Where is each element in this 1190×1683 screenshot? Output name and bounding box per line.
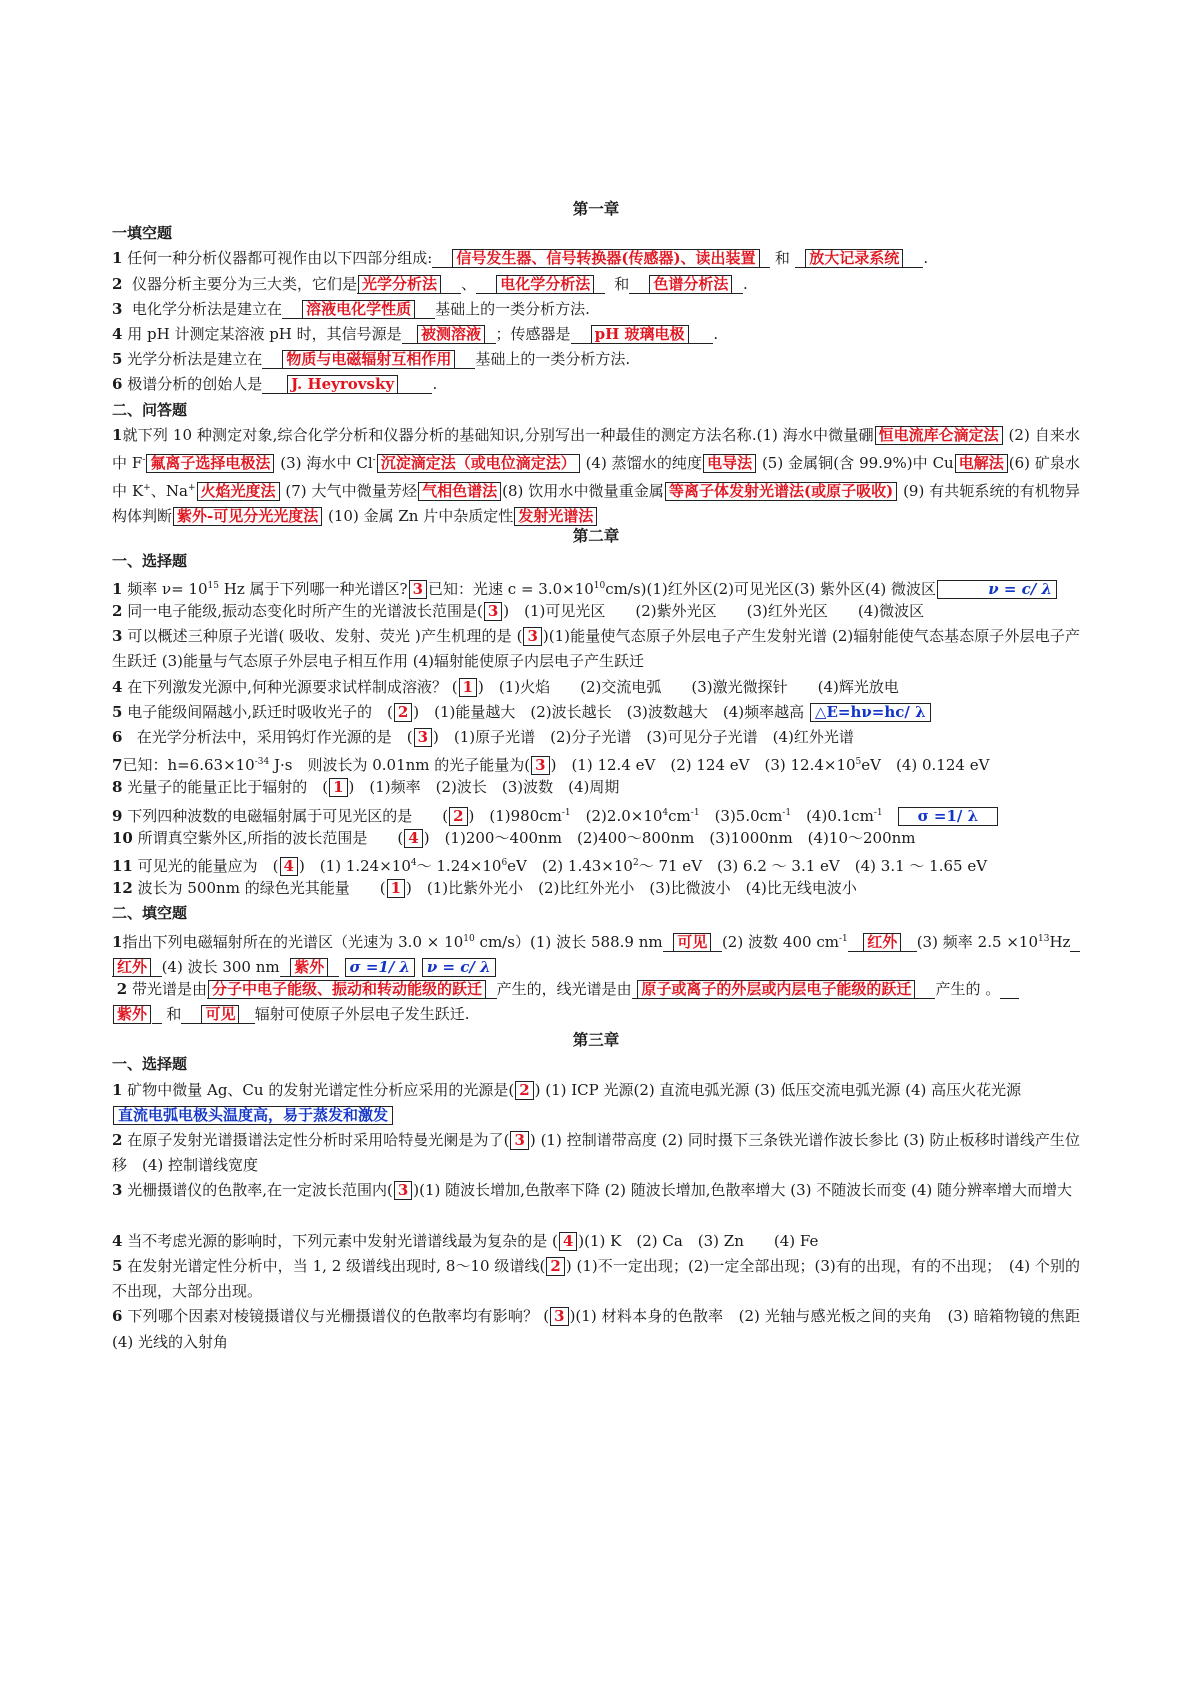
- question: 2 带光谱是由 分子中电子能级、振动和转动能级的跃迁 产生的，线光谱是由 原子或离子的外层或内层电子能级的跃迁 产生的 。 紫外 和 可见 辐射可使原子外层电子发生跃迁.: [112, 977, 1080, 1027]
- answer-box: 紫外-可见分光光度法: [173, 507, 322, 526]
- section-heading: 一填空题: [112, 224, 173, 243]
- answer-box: 分子中电子能级、振动和转动能级的跃迁: [208, 980, 486, 999]
- answer-box: 火焰光度法: [197, 482, 280, 501]
- question: 5 电子能级间隔越小,跃迁时吸收光子的 ( 2 ) (1)能量越大 (2)波长越长 (3)波数越大 (4)频率越高 △E=hν=hc/ λ: [112, 700, 1080, 725]
- answer-box: 3: [510, 1131, 528, 1150]
- chapter-title: 第二章: [572, 526, 620, 546]
- answer-box: 红外: [113, 958, 151, 977]
- answer-box: 等离子体发射光谱法(或原子吸收): [665, 482, 897, 501]
- answer-box: 3: [531, 756, 549, 775]
- question: 3 电化学分析法是建立在 溶液电化学性质 基础上的一类分析方法.: [112, 299, 590, 318]
- answer-box: 3: [523, 627, 541, 646]
- answer-box: 溶液电化学性质: [302, 300, 415, 319]
- answer-box: 4: [559, 1232, 577, 1251]
- answer-box: 4: [280, 857, 298, 876]
- formula-note: ν = c/ λ: [937, 580, 1057, 599]
- answer-box: 色谱分析法: [649, 275, 732, 294]
- answer-box: J. Heyrovsky: [287, 375, 398, 394]
- answer-box: 1: [459, 678, 477, 697]
- answer-box: 2: [515, 1081, 533, 1100]
- answer-box: 紫外: [290, 958, 328, 977]
- question: 8 光量子的能量正比于辐射的 ( 1 ) (1)频率 (2)波长 (3)波数 (4)周期: [112, 778, 620, 797]
- answer-box: 4: [404, 829, 422, 848]
- question: 6 下列哪个因素对棱镜摄谱仪与光栅摄谱仪的色散率均有影响？ ( 3 )(1) 材料本身的色散率 (2) 光轴与感光板之间的夹角 (3) 暗箱物镜的焦距 (4) 光线的入射角: [112, 1307, 1080, 1351]
- answer-box: 恒电流库仑滴定法: [875, 426, 1003, 445]
- answer-box: 2: [546, 1257, 564, 1276]
- formula-note: ν = c/ λ: [422, 958, 496, 977]
- question: 9 下列四种波数的电磁辐射属于可见光区的是 ( 2 ) $(1)980cm^{-1}$ $(2)2.0\times 10^4cm^{-1}$ $(3)5.0cm^{-1}$ $(4)0.1cm^{-1}$ σ =1/ λ: [112, 801, 1080, 826]
- question: 6 在光学分析法中，采用钨灯作光源的是 ( 3 ) (1)原子光谱 (2)分子光谱 (3)可见分子光谱 (4)红外光谱: [112, 728, 854, 746]
- question: 2 同一电子能级,振动态变化时所产生的光谱波长范围是( 3 ) (1)可见光区 (2)紫外光区 (3)红外光区 (4)微波区: [112, 602, 925, 621]
- question: 1 频率 $\nu= 10^{15}$ Hz 属于下列哪一种光谱区? 3 已知：光速 $c = 3.0\times 10^{10}cm/s)(1)$红外区(2)可见光区(3) 紫外区(4) 微波区 ν = c/ λ: [112, 574, 1080, 599]
- question: 1就下列 10 种测定对象,综合化学分析和仪器分析的基础知识,分别写出一种最佳的测定方法名称.(1) 海水中微量硼 恒电流库仑滴定法 (2) 自来水中 F- 氟离子选择电极法 (3) 海水中 Cl- 沉淀滴定法（或电位滴定法） (4) 蒸馏水的纯度 电导法 (5) 金属铜(含 99.9%)中 Cu 电解法 (6) 矿泉水中 K+、Na+ 火焰光度法 (7) 大气中微量芳烃 气相色谱法 (8) 饮用水中微量重金属 等离子体发射光谱法(或原子吸收) (9) 有共轭系统的有机物异构体判断 紫外-可见分光光度法 (10) 金属 Zn 片中杂质定性 发射光谱法: [112, 425, 1080, 526]
- answer-box: 3: [414, 728, 432, 747]
- question: 5 光学分析法是建立在 物质与电磁辐射互相作用 基础上的一类分析方法.: [112, 350, 631, 369]
- question: 2 在原子发射光谱摄谱法定性分析时采用哈特曼光阑是为了( 3 ) (1) 控制谱带高度 (2) 同时摄下三条铁光谱作波长参比 (3) 防止板移时谱线产生位移 (4) 控制谱线宽度: [112, 1131, 1080, 1175]
- answer-box: 2: [449, 807, 467, 826]
- section-heading: 一、选择题: [112, 1055, 188, 1074]
- answer-box: 可见: [201, 1005, 239, 1024]
- exam-page: [112, 196, 1080, 1355]
- answer-box: 3: [550, 1307, 568, 1326]
- question: 4 用 pH 计测定某溶液 pH 时，其信号源是 被测溶液 ；传感器是 pH 玻璃电极 .: [112, 324, 719, 343]
- answer-box: 电化学分析法: [496, 275, 594, 294]
- chapter-title: 第一章: [572, 199, 620, 218]
- question: 3 光栅摄谱仪的色散率,在一定波长范围内( 3 )(1) 随波长增加,色散率下降 (2) 随波长增加,色散率增大 (3) 不随波长而变 (4) 随分辨率增大而增大: [112, 1181, 1073, 1200]
- answer-box: 被测溶液: [417, 325, 485, 344]
- answer-box: 放大记录系统: [805, 249, 903, 268]
- formula-note: σ =1/ λ: [345, 958, 416, 977]
- answer-box: 红外: [863, 933, 901, 952]
- answer-box: 电导法: [703, 454, 756, 473]
- answer-box: 光学分析法: [358, 275, 441, 294]
- question: 1 矿物中微量 Ag、Cu 的发射光谱定性分析应采用的光源是( 2 ) (1) ICP 光源(2) 直流电弧光源 (3) 低压交流电弧光源 (4) 高压火花光源 直流电弧电极头温度高，易于蒸发和激发: [112, 1080, 1022, 1124]
- section-heading: 二、填空题: [112, 904, 188, 923]
- answer-box: 2: [394, 703, 412, 722]
- chapter-title: 第三章: [572, 1030, 620, 1050]
- answer-box: 3: [484, 602, 502, 621]
- formula-note: σ =1/ λ: [898, 807, 998, 826]
- question: 5 在发射光谱定性分析中，当 1, 2 级谱线出现时, 8～10 级谱线( 2 ) (1)不一定出现；(2)一定全部出现；(3)有的出现，有的不出现； (4) 个别的不出现，大部分出现。: [112, 1257, 1080, 1301]
- question: 4 当不考虑光源的影响时，下列元素中发射光谱谱线最为复杂的是 ( 4 )(1) K (2) Ca (3) Zn (4) Fe: [112, 1231, 819, 1250]
- answer-box: 1: [387, 879, 405, 898]
- answer-box: 原子或离子的外层或内层电子能级的跃迁: [637, 980, 915, 999]
- question: 1 任何一种分析仪器都可视作由以下四部分组成: 信号发生器、信号转换器(传感器)、读出装置 和 放大记录系统 .: [112, 249, 929, 268]
- question: 3 可以概述三种原子光谱( 吸收、发射、荧光 )产生机理的是 ( 3 )(1)能量使气态原子外层电子产生发射光谱 (2)辐射能使气态基态原子外层电子产生跃迁 (3)能量与气态原子外层电子相互作用 (4)辐射能使原子内层电子产生跃迁: [112, 627, 1080, 671]
- answer-box: 气相色谱法: [418, 482, 501, 501]
- answer-box: 3: [409, 580, 427, 599]
- answer-box: 1: [329, 778, 347, 797]
- question: 7已知：$h=6.63\times 10^{-34}$ J·s 则波长为 0.01nm 的光子能量为( 3 ) (1) 12.4 eV (2) 124 eV (3) $12.4\times 10^5eV$ (4) 0.124 eV: [112, 756, 990, 775]
- section-heading: 二、问答题: [112, 400, 188, 419]
- question: 12 波长为 500nm 的绿色光其能量 ( 1 ) (1)比紫外光小 (2)比红外光小 (3)比微波小 (4)比无线电波小: [112, 879, 857, 898]
- question: 10 所谓真空紫外区,所指的波长范围是 ( 4 ) (1)200～400nm (2)400～800nm (3)1000nm (4)10～200nm: [112, 828, 916, 847]
- answer-box: 发射光谱法: [514, 507, 597, 526]
- answer-box: 电解法: [955, 454, 1008, 473]
- formula-note: 直流电弧电极头温度高，易于蒸发和激发: [113, 1106, 393, 1125]
- question: 6 极谱分析的创始人是 J. Heyrovsky .: [112, 375, 438, 394]
- answer-box: 氟离子选择电极法: [146, 454, 274, 473]
- answer-box: 紫外: [113, 1005, 151, 1024]
- formula-note: △E=hν=hc/ λ: [810, 703, 931, 722]
- answer-box: 物质与电磁辐射互相作用: [282, 350, 455, 369]
- answer-box: 沉淀滴定法（或电位滴定法）: [377, 454, 580, 473]
- answer-box: 可见: [673, 933, 711, 952]
- answer-box: 3: [394, 1181, 412, 1200]
- answer-box: pH 玻璃电极: [591, 325, 689, 344]
- question: 2 仪器分析主要分为三大类，它们是 光学分析法 、 电化学分析法 和 色谱分析法 .: [112, 274, 748, 293]
- question: 1指出下列电磁辐射所在的光谱区（光速为 $3.0 \times 10^{10}$ cm/s）(1) 波长 588.9 nm 可见 (2) 波数 400 $cm^{-1}$ 红外 (3) 频率 $2.5 \times 10^{13}Hz$ 红外 (4) 波长 300 nm 紫外 σ =1/ λ ν = c/ λ: [112, 927, 1080, 977]
- answer-box: 信号发生器、信号转换器(传感器)、读出装置: [452, 249, 759, 268]
- section-heading: 一、选择题: [112, 551, 188, 570]
- question: 11 可见光的能量应为 ( 4 ) (1) $1.24\times 10^4\sim$ $1.24\times 10^6eV$ (2) $1.43\times 10^2\sim$ 71 eV (3) 6.2 ～ 3.1 eV (4) 3.1 ～ 1.65 eV: [112, 856, 988, 875]
- question: 4 在下列激发光源中,何种光源要求试样制成溶液？ ( 1 ) (1)火焰 (2)交流电弧 (3)激光微探针 (4)辉光放电: [112, 677, 899, 696]
